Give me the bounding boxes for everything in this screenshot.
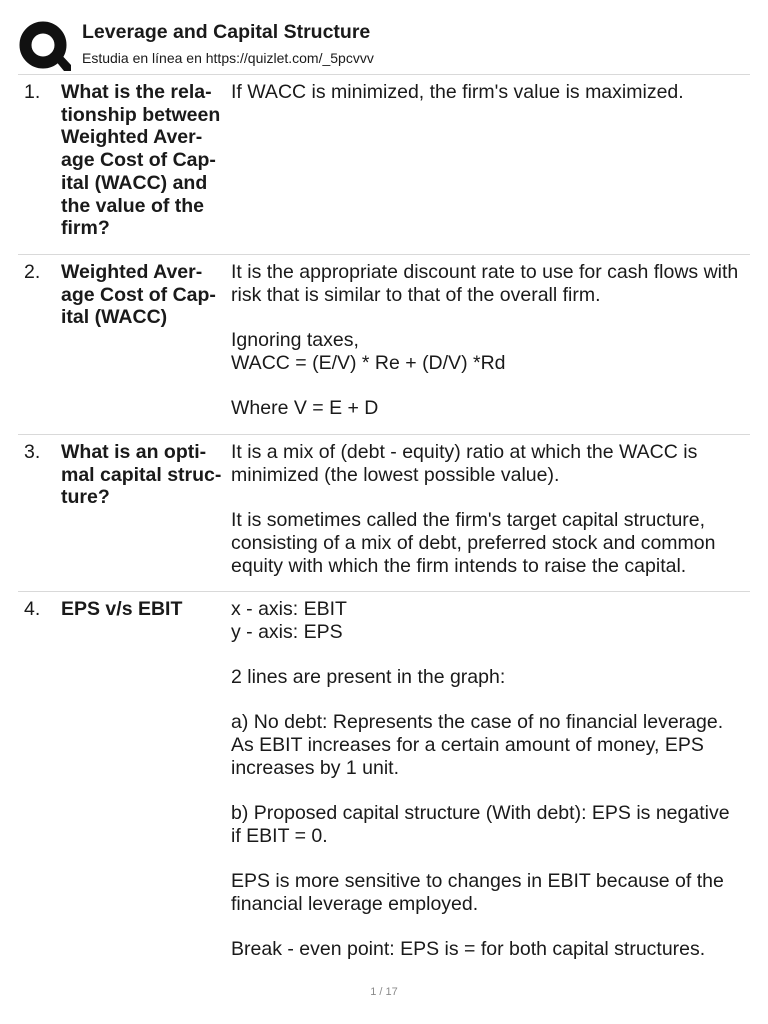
- term-line: ital (WACC): [61, 306, 168, 329]
- document-subtitle: Estudia en línea en https://quizlet.com/_5pcvvv: [82, 50, 374, 66]
- definition-line: WACC = (E/V) * Re + (D/V) *Rd: [231, 351, 506, 374]
- definition-line: increases by 1 unit.: [231, 756, 400, 779]
- definition-line: [231, 689, 751, 712]
- definition-line: It is a mix of (debt - equity) ratio at which the WACC is: [231, 441, 698, 463]
- definition-line: 2 lines are present in the graph:: [231, 666, 506, 689]
- definition-line: EPS is more sensitive to changes in EBIT because of the: [231, 870, 724, 893]
- definition-line: Break - even point: EPS is = for both capital structures.: [231, 938, 706, 961]
- definition-line: It is the appropriate discount rate to use for cash flows with: [231, 261, 739, 283]
- definition-line: Where V = E + D: [231, 397, 379, 420]
- divider: [18, 591, 750, 592]
- definition-line: [231, 486, 751, 509]
- divider: [18, 434, 750, 435]
- definition-line: [231, 916, 751, 939]
- term-line: What is an opti-: [61, 441, 207, 463]
- definition-line: [231, 643, 751, 666]
- card-term: [61, 598, 231, 621]
- card-number: 1.: [24, 81, 41, 103]
- definition-line: financial leverage employed.: [231, 893, 479, 916]
- card-definition: [231, 441, 751, 577]
- term-line: ital (WACC) and: [61, 171, 208, 194]
- term-line: firm?: [61, 217, 110, 240]
- definition-line: [231, 780, 751, 803]
- term-line: EPS v/s EBIT: [61, 598, 183, 620]
- card-number: 3.: [24, 441, 41, 463]
- definition-line: x - axis: EBIT: [231, 598, 347, 620]
- term-line: tionship between: [61, 103, 221, 126]
- divider: [18, 254, 750, 255]
- card-definition: [231, 261, 751, 420]
- definition-line: equity with which the firm intends to raise the capital.: [231, 554, 687, 577]
- divider: [18, 74, 750, 75]
- card-term: [61, 441, 231, 509]
- definition-line: b) Proposed capital structure (With debt): EPS is negative: [231, 802, 730, 825]
- quizlet-logo-icon: [19, 21, 71, 73]
- card-definition: [231, 598, 751, 961]
- card-number: 2.: [24, 261, 41, 283]
- definition-line: [231, 848, 751, 871]
- definition-line: [231, 306, 751, 329]
- document-header: [0, 0, 768, 74]
- term-line: Weighted Aver-: [61, 126, 203, 149]
- card-definition: [231, 81, 751, 104]
- term-line: age Cost of Cap-: [61, 283, 216, 306]
- document-title: Leverage and Capital Structure: [82, 21, 371, 43]
- definition-line: [231, 375, 751, 398]
- definition-line: risk that is similar to that of the overall firm.: [231, 283, 601, 306]
- term-line: ture?: [61, 486, 110, 509]
- definition-line: Ignoring taxes,: [231, 329, 359, 352]
- definition-line: If WACC is minimized, the firm's value is maximized.: [231, 81, 684, 103]
- term-line: the value of the: [61, 194, 205, 217]
- definition-line: if EBIT = 0.: [231, 824, 328, 847]
- term-line: mal capital struc-: [61, 463, 222, 486]
- term-line: age Cost of Cap-: [61, 149, 216, 172]
- definition-line: minimized (the lowest possible value).: [231, 463, 560, 486]
- card-term: [61, 81, 231, 240]
- term-line: What is the rela-: [61, 81, 212, 103]
- definition-line: consisting of a mix of debt, preferred stock and common: [231, 531, 716, 554]
- definition-line: y - axis: EPS: [231, 620, 343, 643]
- definition-line: As EBIT increases for a certain amount of money, EPS: [231, 734, 704, 757]
- term-line: Weighted Aver-: [61, 261, 203, 283]
- card-number: 4.: [24, 598, 41, 620]
- card-term: [61, 261, 231, 329]
- page-indicator: 1 / 17: [370, 986, 398, 998]
- definition-line: a) No debt: Represents the case of no financial leverage.: [231, 711, 724, 734]
- definition-line: It is sometimes called the firm's target capital structure,: [231, 509, 706, 532]
